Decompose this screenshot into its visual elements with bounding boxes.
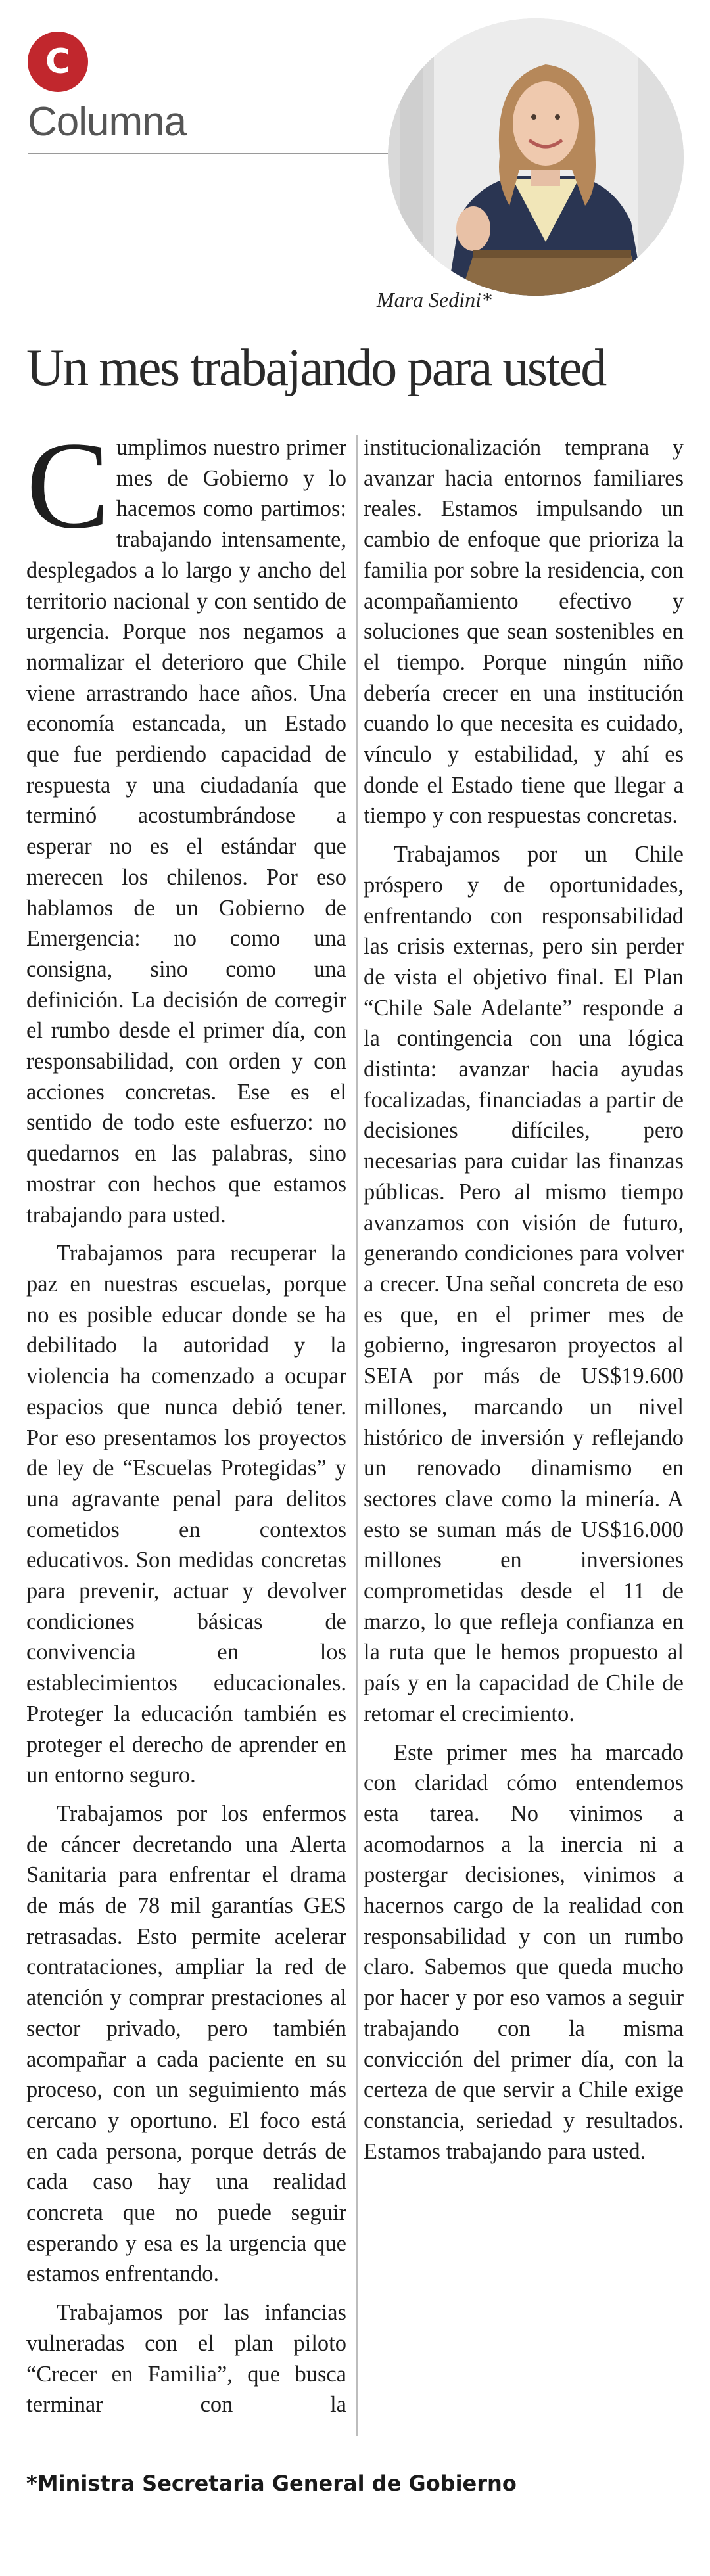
paragraph-2: Trabajamos para recuperar la paz en nuestras escuelas, porque no es posible educar donde se ha debilitado la autoridad y la violencia ha comenzado a ocupar espacios que nunca debió tener. Por eso presentamos los proyectos de ley de “Escuelas Protegidas” y una agravante penal para delitos cometidos en contextos educativos. Son medidas concretas para prevenir, actuar y devolver condiciones básicas de convivencia en los establecimientos educacionales. Proteger la educación también es proteger el derecho de aprender en un entorno seguro. xyxy=(26,1241,346,1788)
article-headline: Un mes trabajando para usted xyxy=(26,339,605,397)
author-photo xyxy=(388,18,684,296)
author-byline: Mara Sedini* xyxy=(376,288,492,311)
column-badge xyxy=(28,32,88,92)
section-divider xyxy=(28,153,392,154)
paragraph-3: Trabajamos por los enfermos de cáncer decretando una Alerta Sanitaria para enfrentar el drama de más de 78 mil garantías GES retrasadas. Esto permite acelerar contrataciones, ampliar la red de atención y comprar prestaciones al sector privado, pero también acompañar a cada paciente en su proceso, con un seguimiento más cercano y oportuno. El foco está en cada persona, porque detrás de cada caso hay una realidad concreta que no puede seguir esperando y esa es la urgencia que estamos enfrentando. xyxy=(26,1801,346,2287)
author-portrait-image xyxy=(388,18,684,296)
badge-letter: C xyxy=(45,42,71,81)
paragraph-5: Trabajamos por un Chile próspero y de oportunidades, enfrentando con responsabilidad las crisis externas, pero sin perder de vista el objetivo final. El Plan “Chile Sale Adelante” responde a la contingencia con una lógica distinta: avanzar hacia ayudas focalizadas, financiadas a partir de decisiones difíciles, pero necesarias para cuidar las finanzas públicas. Pero al mismo tiempo avanzamos con visión de futuro, generando condiciones para volver a crecer. Una señal concreta de eso es que, en el primer mes de gobierno, ingresaron proyectos al SEIA por más de US$19.600 millones, marcando un nivel histórico de inversión y reflejando un renovado dinamismo en sectores clave como la minería. A esto se suman más de US$16.000 millones en inversiones comprometidas desde el 11 de marzo, lo que refleja confianza en la ruta que le hemos propuesto al país y en la capacidad de Chile de retomar el crecimiento. xyxy=(364,842,684,1726)
author-footnote: *Ministra Secretaria General de Gobierno xyxy=(26,2471,517,2496)
paragraph-6: Este primer mes ha marcado con claridad cómo entendemos esta tarea. No vinimos a acomodarnos a la inercia ni a postergar decisiones, vinimos a hacernos cargo de la realidad con responsabilidad y con un rumbo claro. Sabemos que queda mucho por hacer y por eso vamos a seguir trabajando con la misma convicción del primer día, con la certeza de que servir a Chile exige constancia, seriedad y resultados. Estamos trabajando para usted. xyxy=(364,1739,684,2164)
paragraph-4: Trabajamos por las infancias vulneradas con el plan piloto “Crecer en Familia”, que busca terminar con la institucionalización temprana y avanzar hacia entornos familiares reales. Estamos impulsando un cambio de enfoque que prioriza la familia por sobre la residencia, con acompañamiento efectivo y soluciones que sean sostenibles en el tiempo. Porque ningún niño debería crecer en una institución cuando lo que necesita es cuidado, vínculo y estabilidad, y ahí es donde el Estado tiene que llegar a tiempo y con respuestas concretas. xyxy=(26,435,684,2418)
drop-cap: C xyxy=(26,417,110,555)
article-body xyxy=(26,417,684,2437)
paragraph-1 xyxy=(26,417,346,1230)
section-label: Columna xyxy=(28,99,187,145)
paragraph-1-text: umplimos nuestro primer mes de Gobierno y lo hacemos como partimos: trabajando intensamente, desplegados a lo largo y ancho del territorio nacional y con sentido de urgencia. Porque nos negamos a normalizar el deterioro que Chile viene arrastrando hace años. Una economía estancada, un Estado que fue perdiendo capacidad de respuesta y una ciudadanía que terminó acostumbrándose a esperar no es el estándar que merecen los chilenos. Por eso hablamos de un Gobierno de Emergencia: no como una consigna, sino como una definición. La decisión de corregir el rumbo desde el primer día, con responsabilidad, con orden y con acciones concretas. Ese es el sentido de todo este esfuerzo: no quedarnos en las palabras, sino mostrar con hechos que estamos trabajando para usted. xyxy=(26,435,346,1228)
